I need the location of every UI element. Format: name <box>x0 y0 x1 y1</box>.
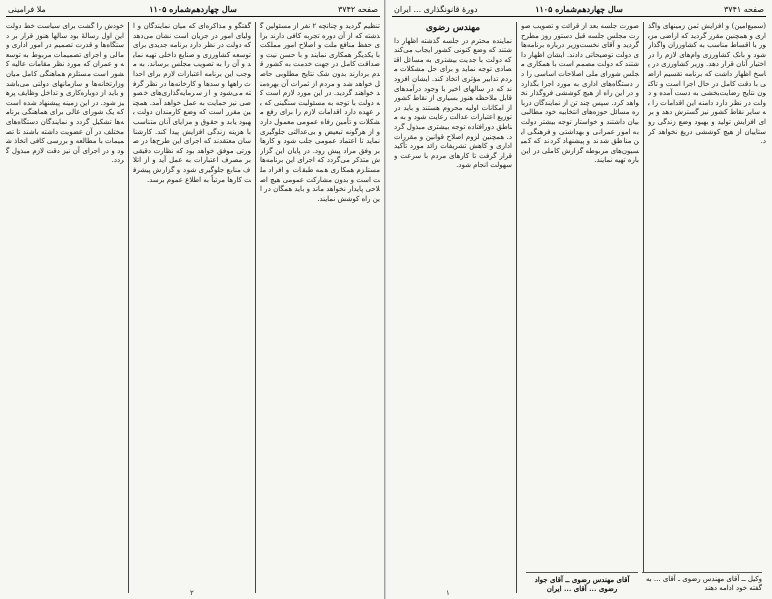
left-page-folio: ۲ <box>190 589 194 597</box>
right-page-number: صفحه ۳۷۴۱ <box>723 5 764 14</box>
left-page-issue: سال چهاردهم‌شماره ۱۱۰۵ <box>149 4 237 14</box>
right-page-column-1-text: نماینده محترم در جلسه گذشته اظهار داشتند که وضع کنونی کشور ایجاب می‌کند که دولت با جدیت بیشتری به مسائل اقتصادی توجه نماید و برای حل مشکلات مردم تدابیر مؤثری اتخاذ کند. ایشان افزودند که در سالهای اخیر با وجود درآمدهای قابل ملاحظه هنوز بسیاری از نقاط کشور از امکانات اولیه محروم هستند و باید در توزیع اعتبارات عدالت رعایت شود و به مناطق دورافتاده توجه بیشتری مبذول گردد. همچنین لزوم اصلاح قوانین و مقررات اداری و کاهش تشریفات زائد مورد تأکید قرار گرفت تا کارهای مردم با سرعت و سهولت انجام شود. <box>394 36 512 170</box>
left-page-number: صفحه ۳۷۴۲ <box>337 5 378 14</box>
column-divider <box>516 22 517 593</box>
right-page-footer-note: وکیل ــ آقای مهندس رضوی ـ آقای ... به گفته خود ادامه دهند <box>642 572 762 593</box>
right-page-header <box>392 4 766 17</box>
right-page-column-1 <box>394 22 512 575</box>
left-page-column-1: تنظیم گردید و چنانچه ۲ نفر از مسئولین گذشته که از آن دوره تجربه کافی دارند برای حفظ منافع ملت و اصلاح امور مملکت با یکدیگر همکاری نمایند و با حسن نیت و صداقت کامل در جهت خدمت به کشور قدم بردارند بدون شک نتایج مطلوبی حاصل خواهد شد و مردم از ثمرات آن بهره‌مند خواهند گردید. در این مورد لازم است که دولت با توجه به مسئولیت سنگینی که بر عهده دارد اقدامات لازم را برای رفع مشکلات و تأمین رفاه عمومی معمول دارد و از هرگونه تبعیض و بی‌عدالتی جلوگیری نماید تا اعتماد عمومی جلب شود و کارها بر وفق مراد پیش رود. در پایان این گزارش متذکر می‌گردد که اجرای این برنامه‌ها مستلزم همکاری همه طبقات و افراد ملت است و بدون مشارکت عمومی هیچ اصلاحی پایدار نخواهد ماند و باید همگان در این راه کوشش نمایند. <box>260 22 380 203</box>
right-page-folio: ۱ <box>446 589 450 597</box>
right-page-column-3: (سمیع‌امین) و افزایش ثمن زمینهای واگذاری و همچنین مقرر گردید که اراضی مزبور با اقساط مناسب به کشاورزان واگذار شود و بانک کشاورزی وام‌های لازم را در اختیار آنان قرار دهد. وزیر کشاورزی در پاسخ اظهار داشت که برنامه تقسیم اراضی با دقت کامل در حال اجرا است و تاکنون نتایج رضایت‌بخشی به دست آمده و دولت در نظر دارد دامنه این اقدامات را به سایر نقاط کشور نیز گسترش دهد و برای افزایش تولید و بهبود وضع زندگی روستاییان از هیچ کوششی دریغ نخواهد کرد. <box>648 22 766 146</box>
right-page <box>386 0 772 599</box>
column-divider <box>643 22 644 593</box>
speaker-heading: مهندس رضوی <box>425 23 481 33</box>
right-page-issue: سال چهاردهم‌شماره ۱۱۰۵ <box>535 4 623 14</box>
column-divider <box>128 22 129 593</box>
right-page-column-2: صورت جلسه بعد از قرائت و تصویب صورت مجلس جلسه قبل دستور روز مطرح گردید و آقای نخست‌وزیر درباره برنامه‌های دولت توضیحاتی دادند. ایشان اظهار داشتند که دولت مصمم است با همکاری مجلس شورای ملی اصلاحات اساسی را در دستگاه‌های اداری به مورد اجرا بگذارد و در این راه از هیچ کوششی فروگذار نخواهد کرد. سپس چند تن از نمایندگان درباره مسائل حوزه‌های انتخابیه خود مطالبی بیان داشتند و خواستار توجه بیشتر دولت به امور عمرانی و بهداشتی و فرهنگی این مناطق شدند و پیشنهاد کردند که کمیسیون‌های مربوطه گزارش کاملی در این باره تهیه نمایند. <box>521 22 639 165</box>
column-divider <box>255 22 256 593</box>
left-page-column-2: گفتگو و مذاکره‌ای که میان نمایندگان و اولیای امور در جریان است نشان می‌دهد که دولت در نظر دارد برنامه جدیدی برای توسعه کشاورزی و صنایع داخلی تهیه نماید و آن را به تصویب مجلس برساند. به موجب این برنامه اعتبارات لازم برای احداث راهها و سدها و کارخانه‌ها در نظر گرفته می‌شود و از سرمایه‌گذاری‌های خصوصی نیز حمایت به عمل خواهد آمد. همچنین مقرر است که وضع کارمندان دولت بهبود یابد و حقوق و مزایای آنان متناسب با هزینه زندگی افزایش پیدا کند. کارشناسان معتقدند که اجرای این طرح‌ها در صورتی موفق خواهد بود که نظارت دقیقی بر مصرف اعتبارات به عمل آید و از اتلاف منابع جلوگیری شود و گزارش پیشرفت کارها مرتباً به اطلاع عموم برسد. <box>133 22 251 184</box>
left-page-header <box>6 4 380 17</box>
right-page-publication: دورۀ قانونگذاری ... ایران <box>394 5 478 14</box>
left-page-publication: ملا فرامینی‌ <box>8 5 46 14</box>
left-page-column-3: خودش را گشت برای سیاست خط دولت این اول رسالۀ بود سالها هنوز قرار بر دستگاه‌ها و قدرت تصمیم در امور اداری و مالی و اجرای تصمیمات مربوط به توسعه و عمران که مورد نظر مقامات عالیه کشور است مستلزم هماهنگی کامل میان وزارتخانه‌ها و سازمانهای دولتی می‌باشد و باید از دوباره‌کاری و تداخل وظایف پرهیز شود. در این زمینه پیشنهاد شده است که یک شورای عالی برای هماهنگی برنامه‌ها تشکیل گردد و نمایندگان دستگاه‌های مختلف در آن عضویت داشته باشند تا تصمیمات با مطالعه و بررسی کافی اتخاذ شود و در اجرای آن نیز دقت لازم مبذول گردد. <box>6 22 124 165</box>
right-page-bottom-line: آقای مهندس رضوی ــ آقای جواد رضوی ... آقای ... ایران <box>526 572 638 593</box>
